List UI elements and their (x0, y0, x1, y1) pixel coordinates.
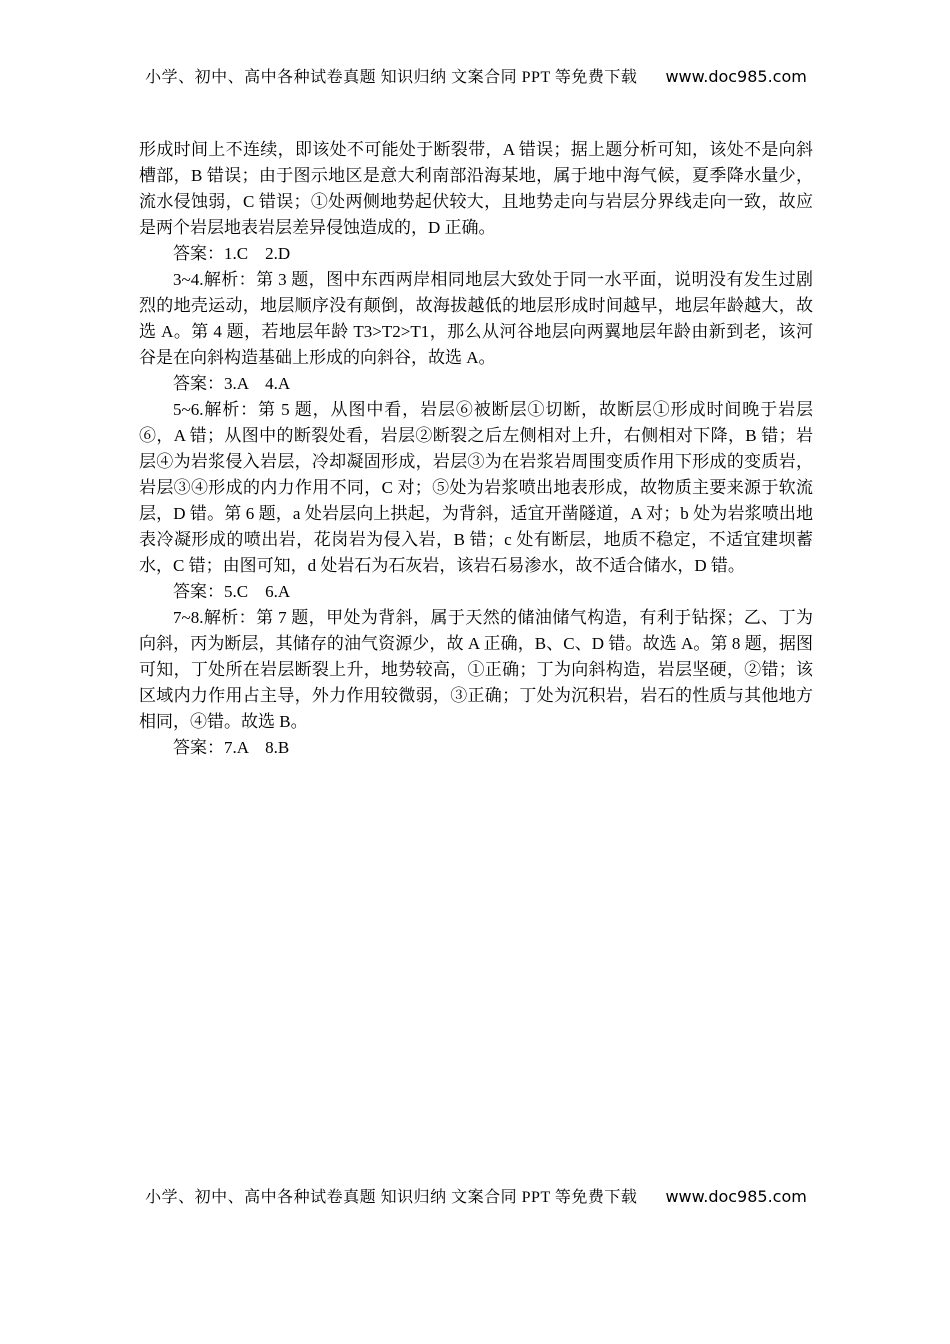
answer-line-q1-2: 答案：1.C 2.D (173, 244, 291, 263)
explanation-paragraph-q3-4: 3~4.解析：第 3 题，图中东西两岸相同地层大致处于同一水平面，说明没有发生过剧烈的地壳运动，地层顺序没有颠倒，故海拔越低的地层形成时间越早，地层年龄越大，故选 A。第 4 题，若地层年龄 T3>T2>T1，那么从河谷地层向两翼地层年龄由新到老，该河谷是在向斜构造基础上形成的向斜谷，故选 A。 (139, 270, 813, 367)
header-site-url: www.doc985.com (665, 67, 807, 86)
page-footer (139, 1184, 813, 1207)
page-header (139, 64, 813, 87)
explanation-paragraph-q5-6: 5~6.解析：第 5 题，从图中看，岩层⑥被断层①切断，故断层①形成时间晚于岩层⑥，A 错；从图中的断裂处看，岩层②断裂之后左侧相对上升，右侧相对下降，B 错；岩层④为岩浆侵入岩层，冷却凝固形成，岩层③为在岩浆岩周围变质作用下形成的变质岩，岩层③④形成的内力作用不同，C 对；⑤处为岩浆喷出地表形成，故物质主要来源于软流层，D 错。第 6 题，a 处岩层向上拱起，为背斜，适宜开凿隧道，A 对；b 处为岩浆喷出地表冷凝形成的喷出岩，花岗岩为侵入岩，B 错；c 处有断层，地质不稳定，不适宜建坝蓄水，C 错；由图可知，d 处岩石为石灰岩，该岩石易渗水，故不适合储水，D 错。 (139, 400, 813, 575)
answer-line-q5-6: 答案：5.C 6.A (173, 582, 291, 601)
answer-line-q3-4: 答案：3.A 4.A (173, 374, 291, 393)
footer-promo-text: 小学、初中、高中各种试卷真题 知识归纳 文案合同 PPT 等免费下载 (145, 1189, 638, 1206)
explanation-paragraph-q1-2: 形成时间上不连续，即该处不可能处于断裂带，A 错误；据上题分析可知，该处不是向斜槽部，B 错误；由于图示地区是意大利南部沿海某地，属于地中海气候，夏季降水量少，流水侵蚀弱，C 错误；①处两侧地势起伏较大，且地势走向与岩层分界线走向一致，故应是两个岩层地表岩层差异侵蚀造成的，D 正确。 (139, 140, 813, 237)
document-body (139, 137, 813, 761)
explanation-paragraph-q7-8: 7~8.解析：第 7 题，甲处为背斜，属于天然的储油储气构造，有利于钻探；乙、丁为向斜，丙为断层，其储存的油气资源少，故 A 正确，B、C、D 错。故选 A。第 8 题，据图可知，丁处所在岩层断裂上升，地势较高，①正确；丁为向斜构造，岩层坚硬，②错；该区域内力作用占主导，外力作用较微弱，③正确；丁处为沉积岩，岩石的性质与其他地方相同，④错。故选 B。 (139, 608, 813, 731)
footer-site-url: www.doc985.com (665, 1187, 807, 1206)
answer-line-q7-8: 答案：7.A 8.B (173, 738, 290, 757)
header-promo-text: 小学、初中、高中各种试卷真题 知识归纳 文案合同 PPT 等免费下载 (145, 69, 638, 86)
